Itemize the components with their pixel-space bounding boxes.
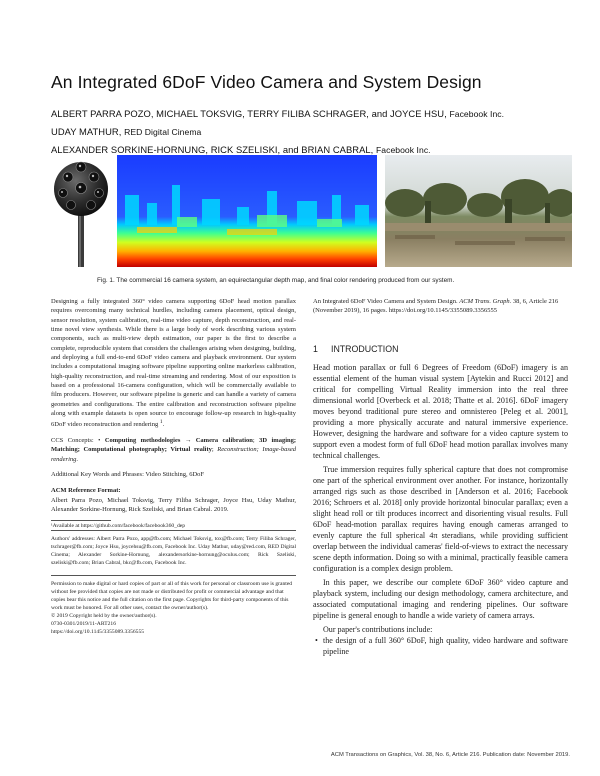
affiliation-1: Facebook Inc. (449, 109, 505, 119)
ref-format-text: Albert Parra Pozo, Michael Toksvig, Terry Filiba Schrager, Joyce Hsu, Uday Mathur, Alexander Sorkine-Hornung, Rick Szeliski, and Brian Cabral. 2019. (51, 496, 296, 514)
abstract: Designing a fully integrated 360° video camera supporting 6DoF head motion parallax requires overcoming many technical hurdles, including camera placement, optical design, sensor resolution, system calibration, real-time video capture, depth reconstruction, and real-time novel view synthesis. While there is a large body of work describing various system components, such as multi-view depth estimation, our paper is the first to describe a complete, reproducible system that considers the challenges arising when designing, building, and deploying a full end-to-end 6DoF video camera and playback environment. Our system includes a computational imaging software pipeline supporting online markerless calibration, high-quality reconstruction, and real-time streaming and rendering. Most of our exposition is based on a professional 16-camera configuration, which will be commercially available to film producers. However, our software pipeline is generic and can handle a variety of camera geometries and configurations. The entire calibration and reconstruction software pipeline along with example datasets is open source to encourage follow-up research in high-quality 6DoF video reconstruction and rendering $^1$. (51, 298, 296, 429)
citation (313, 297, 568, 315)
intro-paragraph-4: Our paper's contributions include: (323, 625, 433, 634)
author-names-2: UDAY MATHUR, (51, 126, 122, 137)
paper-title: An Integrated 6DoF Video Camera and System Design (51, 72, 482, 92)
figure-caption: Fig. 1. The commercial 16 camera system, an equirectangular depth map, and final color rendering produced from our system. (97, 277, 455, 284)
color-rendering-image (385, 155, 572, 267)
footnote-mark: 1 (159, 419, 163, 426)
intro-paragraph-2: True immersion requires fully spherical capture that does not compromise one part of the spherical environment over another. For instance, horizontally arranged rigs such as those described in [Anderson et al. 2016; Facebook 2016; Schroers et al. 2018] only provide horizontal binocular parallax; even a slight head roll or tilt produces incorrect and disorienting visual results. Full 6DoF head-motion parallax requires having enough cameras arranged to evenly capture the full spherical 4π steradians, while providing sufficient overlap between the individual cameras' field-of-views to extract the necessary scene depth information. Doing so with a minimal, practically feasible camera configuration is a complex design problem. (313, 465, 568, 573)
teaser-figure (51, 155, 571, 267)
ccs-arrow: → (184, 436, 192, 444)
citation-details: 38, 6, Article 216 (November 2019), 16 pages. https://doi.org/10.1145/3355089.3356555 (313, 298, 559, 314)
author-names-1: ALBERT PARRA POZO, MICHAEL TOKSVIG, TERRY FILIBA SCHRAGER, and JOYCE HSU, (51, 108, 447, 119)
intro-body (313, 362, 568, 657)
citation-text: An Integrated 6DoF Video Camera and System Design. (313, 298, 458, 305)
ref-format-heading: ACM Reference Format: (51, 487, 121, 495)
ccs-concept-1: Computing methodologies (104, 436, 181, 444)
camera-rig-image (51, 155, 111, 267)
footnote: ¹Available at https://github.com/facebook/facebook360_dep (51, 523, 186, 530)
left-column (51, 297, 296, 636)
affiliation-2: RED Digital Cinema (124, 127, 202, 137)
section-heading (313, 344, 568, 354)
section-title: INTRODUCTION (331, 344, 399, 354)
depth-map-image (117, 155, 377, 267)
author-line-2 (51, 123, 571, 141)
abstract-text: Designing a fully integrated 360° video camera supporting 6DoF head motion parallax requires overcoming many technical hurdles, including camera placement, optical design, sensor resolution, system calibration, real-time video capture, depth reconstruction, and real-time novel view synthesis. While there is a large body of work describing various system components, such as multi-view depth estimation, our paper is the first to describe a complete, reproducible system that considers the challenges arising when designing, building, and deploying a full end-to-end 6DoF video camera and playback environment. Our system includes a computational imaging software pipeline supporting online markerless calibration, high-quality reconstruction, and real-time streaming and rendering. Most of our exposition is based on a professional 16-camera configuration, which will be commercially available to film producers. However, our software pipeline is generic and can handle a variety of camera geometries and configurations. The entire calibration and reconstruction software pipeline along with example datasets is open source to encourage follow-up research in high-quality 6DoF video reconstruction and rendering (51, 298, 296, 429)
citation-journal: ACM Trans. Graph. (459, 298, 512, 305)
intro-paragraph-3: In this paper, we describe our complete 6DoF 360° video capture and playback system, including our design methodology, camera architecture, and associated computational imaging and rendering pipelines. Our software pipeline is general enough to handle a wide variety of camera arrays. (313, 578, 568, 620)
permission-text: Permission to make digital or hard copies of part or all of this work for personal or classroom use is granted without fee provided that copies are not made or distributed for profit or commercial advantage and that copies bear this notice and the full citation on the first page. Copyrights for third-party components of this work must be honored. For all other uses, contact the owner/author(s). (51, 581, 293, 612)
author-line-1 (51, 105, 571, 123)
author-names-3: ALEXANDER SORKINE-HORNUNG, RICK SZELISKI, and BRIAN CABRAL, (51, 144, 374, 155)
section-number: 1 (313, 344, 318, 354)
ccs-concept-3: 3D imaging; Matching; Computational photography; Virtual reality (51, 436, 297, 454)
copyright: © 2019 Copyright held by the owner/author(s). (51, 613, 157, 620)
ccs-concept-2: Camera calibration (195, 436, 253, 444)
keywords: Additional Key Words and Phrases: Video Stitching, 6DoF (51, 471, 205, 478)
contribution-text: the design of a full 360° 6DoF, high quality, video hardware and software pipeline (323, 636, 568, 656)
ccs-label: CCS Concepts: • (51, 436, 101, 444)
page-footer: ACM Transactions on Graphics, Vol. 38, No. 6, Article 216. Publication date: November 2019. (330, 752, 570, 758)
ccs-concepts: CCS Concepts: • Computing methodologies → Camera calibration; 3D imaging; Matching; Computational photography; Virtual reality; Reconstruction; Image-based rendering. (51, 436, 297, 463)
affiliation-3: Facebook Inc. (375, 145, 431, 155)
author-addresses: Authors' addresses: Albert Parra Pozo, app@fb.com; Michael Toksvig, tox@fb.com; Terry Filiba Schrager, tschrager@fb.com; Joyce Hsu, joycehsu@fb.com, Facebook Inc. Uday Mathur, uday@red.com, RED Digital Cinema; Alexander Sorkine-Hornung, alexandersorkine-hornung@oculus.com; Rick Szeliski, szeliski@fb.com; Brian Cabral, bkc@fb.com, Facebook Inc. (51, 530, 296, 567)
permission-block (51, 575, 296, 636)
author-block (51, 105, 571, 159)
bullet-icon: • (315, 636, 318, 645)
intro-paragraph-1: Head motion parallax or full 6 Degrees of Freedom (6DoF) imagery is an essential element of the human visual system [Aytekin and Rucci 2012] and critical for compelling Virtual Reality immersion into the real three dimensional world [Overbeck et al. 2018; Thatte et al. 2016]. 6DoF imagery moves beyond traditional pure stereo and omnistereo [Peleg et al. 2001], providing a more physically accurate and natural immersive experience. However, designing the hardware and software for a video capture system to support even a modest form of full 6DoF head motion parallax involves many technical challenges. (313, 363, 568, 460)
ccs-concept-4: Reconstruction; Image-based rendering (51, 446, 296, 463)
issn: 0730-0301/2019/11-ART216 (51, 621, 117, 628)
contribution-item (313, 635, 568, 657)
right-column (313, 297, 568, 657)
doi: https://doi.org/10.1145/3355089.3356555 (51, 629, 145, 636)
